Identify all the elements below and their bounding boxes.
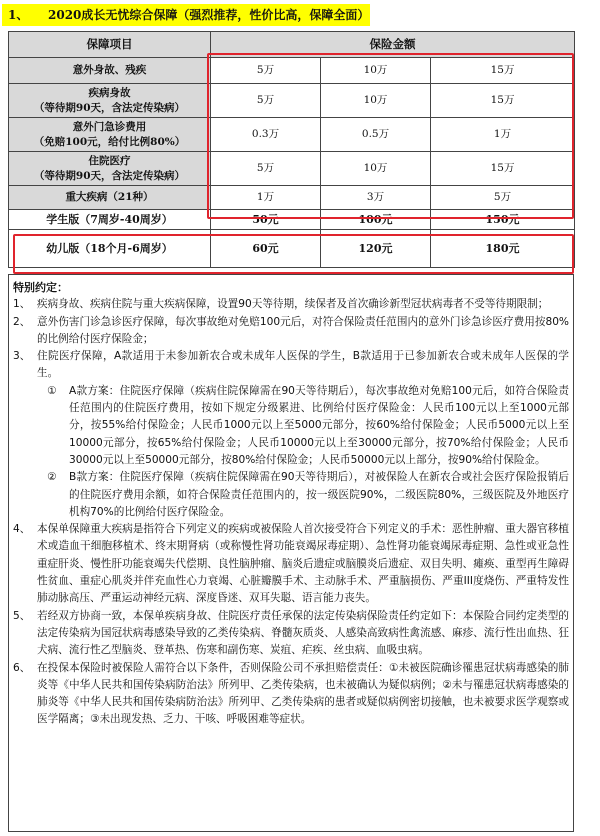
sub-item-text: A款方案：住院医疗保障（疾病住院保障需在90天等待期后），每次事故绝对免赔100元后，如符合保险责任范围内的住院医疗费用，按如下规定分级累进、比例给付医疗保险金：人民币100元以上至1000元部分，按55%给付保险金；人民币1000元以上至5000元部分，按60%给付保险金；人民币5000元以上至10000元部分，按65%给付保险金；人民币10000元以上至30000元部分，按70%给付保险金；人民币30000元以上至50000元部分，按80%给付保险金；人民币50000元以上部分，按90%给付保险金。 (69, 384, 569, 466)
row-item: 意外身故、残疾 (9, 58, 211, 84)
list-item (13, 521, 569, 607)
child-plan-label: 幼儿版（18个月-6周岁） (9, 230, 211, 268)
item-number: 1、 (13, 298, 31, 311)
row-value: 15万 (431, 58, 575, 84)
row-value: 10万 (321, 152, 431, 186)
item-text: 疾病身故、疾病住院与重大疾病保障，设置90天等待期，续保者及首次确诊新型冠状病毒者不受等待期限制； (37, 298, 549, 311)
row-item: 意外门急诊费用 （免赔100元，给付比例80%） (9, 118, 211, 152)
row-value: 5万 (211, 84, 321, 118)
list-item (13, 296, 569, 313)
sub-item (13, 383, 569, 469)
sub-item-marker: ② (47, 471, 57, 484)
student-price: 150元 (431, 210, 575, 230)
special-terms (8, 274, 574, 832)
item-text: 若经双方协商一致，本保单疾病身故、住院医疗责任承保的法定传染病保险责任约定如下：本保险合同约定类型的法定传染病为国冠状病毒感染导致的乙类传染病、脊髓灰质炎、人感染高致病性禽流感、麻疹、流行性出血热、狂犬病、流行性乙型脑炎、登革热、伤寒和副伤寒、炭疽、疟疾、丝虫病、血吸虫病。 (37, 609, 569, 657)
list-item (13, 660, 569, 729)
coverage-table (8, 31, 575, 268)
child-price: 60元 (211, 230, 321, 268)
item-number: 5、 (13, 609, 31, 622)
section-title-text: 2020成长无忧综合保障（强烈推荐，性价比高，保障全面） (48, 8, 370, 22)
section-number: 1、 (8, 8, 29, 22)
row-value: 0.3万 (211, 118, 321, 152)
item-text: 住院医疗保障，A款适用于未参加新农合或未成年人医保的学生，B款适用于已参加新农合或未成年人医保的学生。 (37, 350, 569, 380)
item-number: 6、 (13, 661, 31, 674)
item-text: 本保单保障重大疾病是指符合下列定义的疾病或被保险人首次接受符合下列定义的手术：恶性肿瘤、重大器官移植术或造血干细胞移植术、终末期肾病（或称慢性肾功能衰竭尿毒症期）、急性肾功能衰竭尿毒症期、急性或亚急性重症肝炎、慢性肝功能衰竭失代偿期、良性脑肿瘤、脑炎后遗症或脑膜炎后遗症、双目失明、瘫痪、重型再生障碍性贫血、重症心肌炎并伴充血性心力衰竭、心脏瓣膜手术、主动脉手术、严重脑损伤、严重III度烧伤、严重特发性肺动脉高压、严重运动神经元病、深度昏迷、双耳失聪、语言能力丧失。 (37, 523, 569, 605)
item-number: 3、 (13, 350, 31, 363)
row-value: 0.5万 (321, 118, 431, 152)
student-price: 100元 (321, 210, 431, 230)
item-text: 意外伤害门诊急诊医疗保障，每次事故绝对免赔100元后，对符合保险责任范围内的意外门诊急诊医疗费用按80%的比例给付医疗保险金； (37, 315, 569, 345)
child-price: 180元 (431, 230, 575, 268)
row-value: 10万 (321, 58, 431, 84)
row-item: 重大疾病（21种） (9, 186, 211, 210)
row-value: 15万 (431, 152, 575, 186)
special-terms-heading: 特别约定： (13, 281, 68, 294)
row-value: 5万 (211, 152, 321, 186)
row-value: 15万 (431, 84, 575, 118)
sub-item (13, 469, 569, 521)
row-item: 疾病身故 （等待期90天，含法定传染病） (9, 84, 211, 118)
row-value: 5万 (431, 186, 575, 210)
student-plan-label: 学生版（7周岁-40周岁） (9, 210, 211, 230)
item-text: 在投保本保险时被保险人需符合以下条件，否则保险公司不承担赔偿责任：①未被医院确诊罹患冠状病毒感染的肺炎等《中华人民共和国传染病防治法》所列甲、乙类传染病，也未被确认为疑似病例；②未与罹患冠状病毒感染的肺炎等《中华人民共和国传染病防治法》所列甲、乙类传染病的患者或疑似病例密切接触，也未被要求医学观察或医学隔离；③未出现发热、乏力、干咳、呼吸困难等症状。 (37, 661, 569, 726)
item-number: 2、 (13, 315, 31, 328)
sub-item-text: B款方案：住院医疗保障（疾病住院保障需在90天等待期后），对被保险人在新农合或社会医疗保险报销后的住院医疗费用余额，如符合保险责任范围内的，按一级医院90%，二级医院80%，三级医院及外地医疗机构70%的比例给付医疗保险金。 (69, 471, 569, 518)
row-item: 住院医疗 （等待期90天，含法定传染病） (9, 152, 211, 186)
row-value: 1万 (211, 186, 321, 210)
row-value: 5万 (211, 58, 321, 84)
list-item (13, 348, 569, 383)
list-item (13, 608, 569, 660)
section-title (2, 4, 370, 26)
item-number: 4、 (13, 523, 31, 536)
header-item: 保障项目 (9, 32, 211, 58)
row-value: 10万 (321, 84, 431, 118)
row-value: 3万 (321, 186, 431, 210)
row-value: 1万 (431, 118, 575, 152)
list-item (13, 314, 569, 349)
header-amount: 保险金额 (211, 32, 575, 58)
child-price: 120元 (321, 230, 431, 268)
student-price: 50元 (211, 210, 321, 230)
sub-item-marker: ① (47, 384, 57, 397)
